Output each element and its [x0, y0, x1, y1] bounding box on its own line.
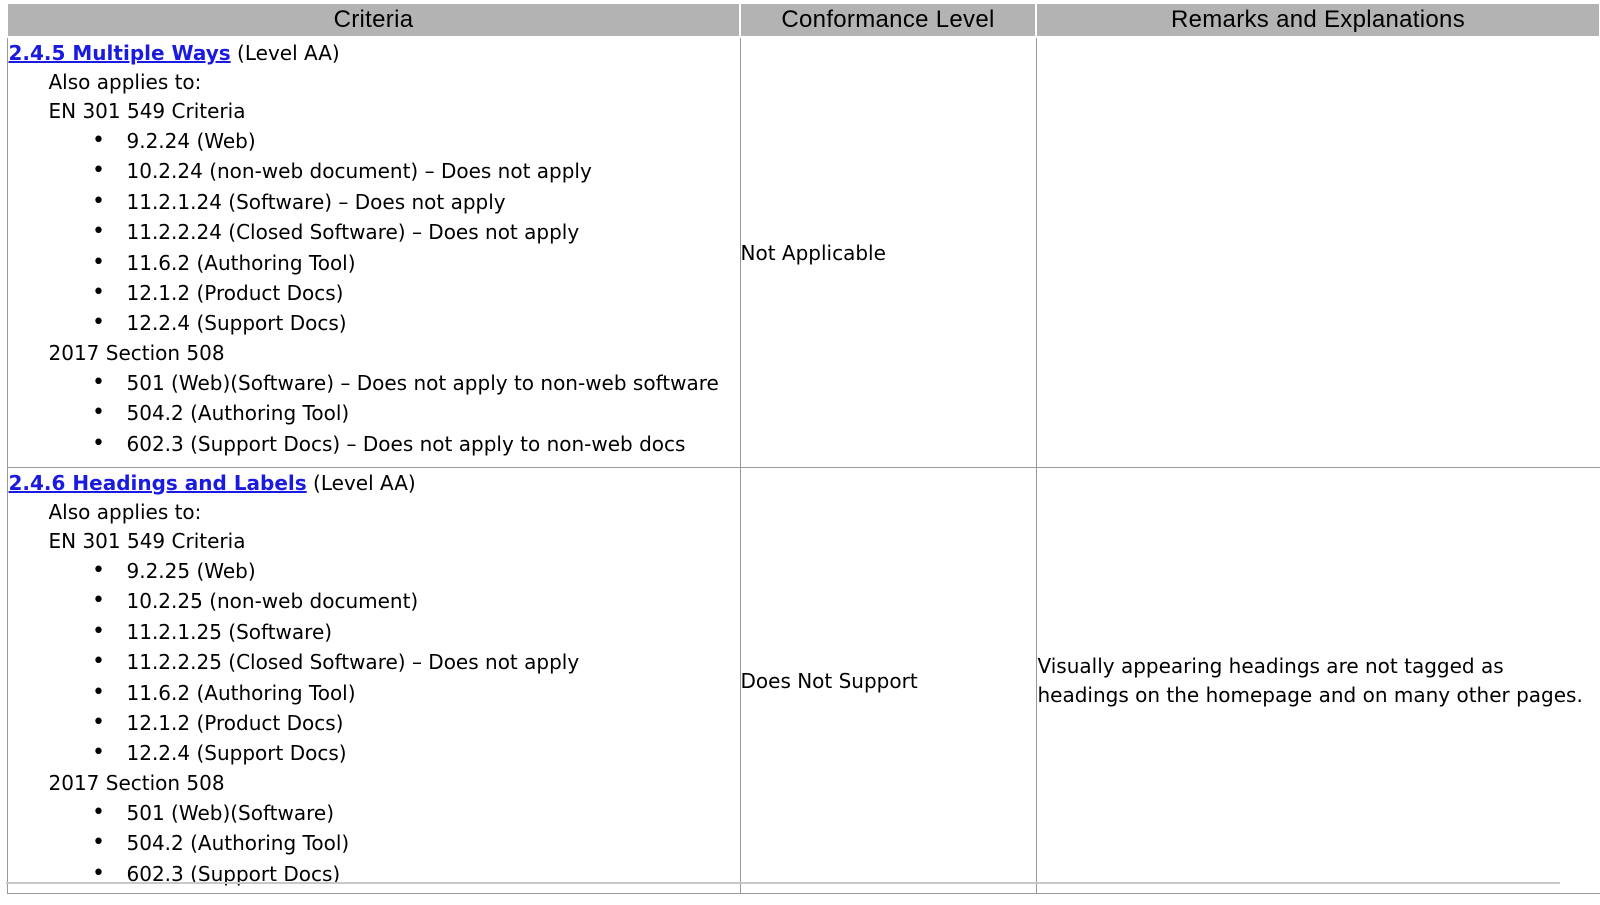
list-item: • 12.2.4 (Support Docs) [89, 308, 740, 338]
en-301-549-heading: EN 301 549 Criteria [48, 99, 246, 123]
bullet-icon: • [92, 740, 105, 766]
section-508-heading: 2017 Section 508 [48, 770, 225, 795]
bullet-icon: • [92, 709, 105, 735]
list-item: • 11.2.2.24 (Closed Software) – Does not apply [89, 217, 740, 247]
table-row [7, 37, 1600, 468]
criterion-title [9, 469, 740, 498]
bullet-icon: • [92, 400, 105, 426]
criterion-title [9, 39, 740, 68]
section-508-list [9, 368, 740, 459]
list-item: • 9.2.25 (Web) [89, 556, 740, 586]
list-item: • 501 (Web)(Software) [89, 798, 740, 828]
bullet-icon: • [92, 369, 105, 395]
criterion-link[interactable]: 2.4.6 Headings and Labels [8, 471, 307, 495]
list-item: • 11.6.2 (Authoring Tool) [89, 248, 740, 278]
criterion-level: (Level AA) [306, 471, 416, 495]
also-applies-label: Also applies to: [48, 500, 202, 524]
bullet-icon: • [92, 249, 105, 275]
en-301-549-list [9, 126, 740, 339]
bullet-icon: • [92, 860, 105, 886]
bullet-icon: • [92, 188, 105, 214]
list-item: • 12.1.2 (Product Docs) [89, 278, 740, 308]
bullet-icon: • [92, 679, 105, 705]
conformance-level-cell: Not Applicable [740, 37, 1036, 468]
header-remarks: Remarks and Explanations [1036, 3, 1600, 37]
criteria-cell [7, 468, 740, 894]
list-item: • 504.2 (Authoring Tool) [89, 828, 740, 858]
list-item: • 11.2.2.25 (Closed Software) – Does not apply [89, 647, 740, 677]
en-301-549-heading: EN 301 549 Criteria [48, 529, 246, 553]
table-header-row [7, 3, 1600, 37]
list-item: • 12.1.2 (Product Docs) [89, 708, 740, 738]
accessibility-conformance-table [6, 2, 1600, 894]
list-item: • 501 (Web)(Software) – Does not apply to non-web software [89, 368, 740, 398]
also-applies-label: Also applies to: [48, 70, 202, 94]
header-criteria: Criteria [7, 3, 740, 37]
bullet-icon: • [92, 588, 105, 614]
bullet-icon: • [92, 830, 105, 856]
bullet-icon: • [92, 430, 105, 456]
list-item: • 10.2.24 (non-web document) – Does not apply [89, 156, 740, 186]
bullet-icon: • [92, 279, 105, 305]
list-item: • 504.2 (Authoring Tool) [89, 398, 740, 428]
header-conformance-level: Conformance Level [740, 3, 1036, 37]
bullet-icon: • [92, 158, 105, 184]
en-301-549-list [9, 556, 740, 769]
table-row [7, 468, 1600, 894]
criteria-cell [7, 37, 740, 468]
bullet-icon: • [92, 219, 105, 245]
list-item: • 602.3 (Support Docs) – Does not apply to non-web docs [89, 429, 740, 459]
list-item: • 9.2.24 (Web) [89, 126, 740, 156]
list-item: • 11.2.1.25 (Software) [89, 617, 740, 647]
bullet-icon: • [92, 618, 105, 644]
bullet-icon: • [92, 310, 105, 336]
conformance-level-cell: Does Not Support [740, 468, 1036, 894]
bullet-icon: • [92, 799, 105, 825]
list-item: • 10.2.25 (non-web document) [89, 586, 740, 616]
bullet-icon: • [92, 649, 105, 675]
list-item: • 12.2.4 (Support Docs) [89, 738, 740, 768]
criterion-level: (Level AA) [230, 41, 340, 65]
section-508-heading: 2017 Section 508 [48, 340, 225, 365]
list-item: • 11.6.2 (Authoring Tool) [89, 678, 740, 708]
list-item: • 11.2.1.24 (Software) – Does not apply [89, 187, 740, 217]
criterion-link[interactable]: 2.4.5 Multiple Ways [8, 41, 231, 65]
remarks-cell: Visually appearing headings are not tagged as headings on the homepage and on many other pages. [1036, 468, 1600, 894]
list-item: • 602.3 (Support Docs) [89, 859, 740, 889]
table-continuation-rule [6, 882, 1560, 884]
section-508-list [9, 798, 740, 889]
remarks-cell [1036, 37, 1600, 468]
bullet-icon: • [92, 558, 105, 583]
bullet-icon: • [92, 128, 105, 153]
